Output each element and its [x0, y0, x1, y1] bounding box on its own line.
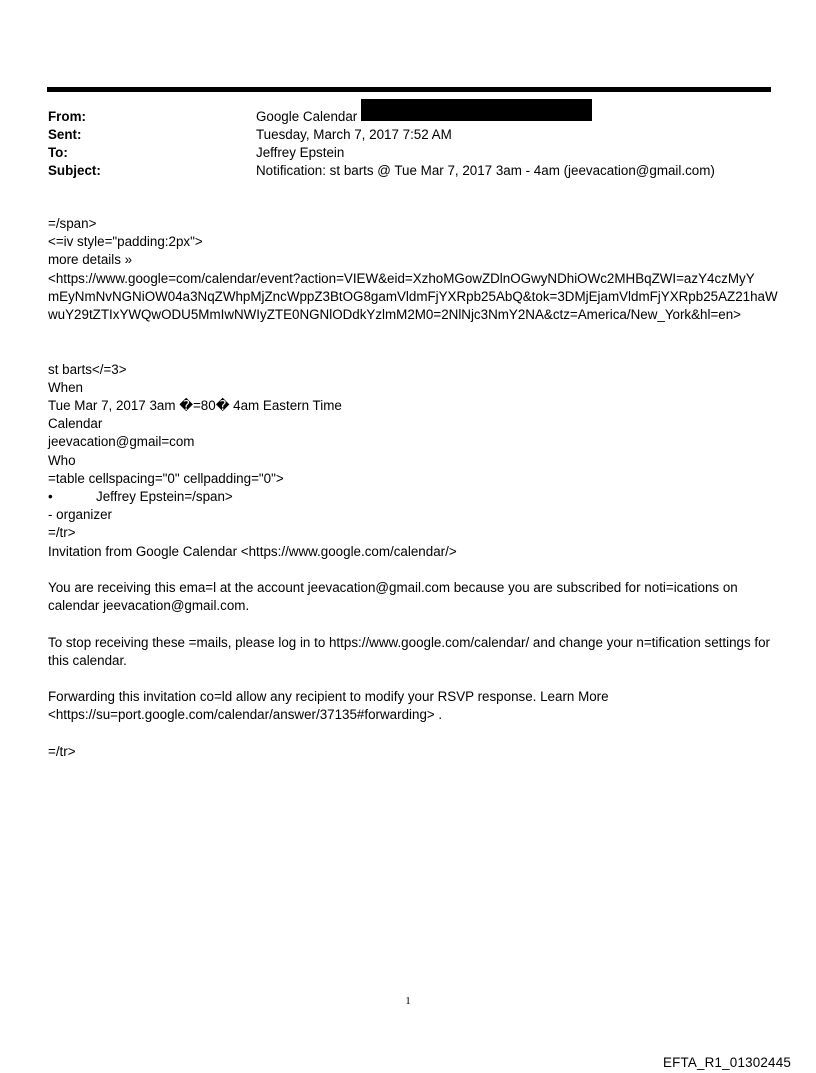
header-rule: [47, 87, 771, 92]
attendee-name: Jeffrey Epstein=/span>: [96, 489, 233, 505]
from-value: Google Calendar: [256, 109, 358, 124]
subject-label: Subject:: [48, 163, 101, 178]
to-label: To:: [48, 145, 68, 160]
event-url-line[interactable]: <https://www.google=com/calendar/event?action=VIEW&eid=XzhoMGowZDlnOGwyNDhiOWc2MHBqZWI=azY4czMyY: [48, 270, 755, 286]
sent-value: Tuesday, March 7, 2017 7:52 AM: [256, 127, 452, 142]
when-value: Tue Mar 7, 2017 3am �=80� 4am Eastern Time: [48, 398, 342, 413]
redaction-block: [361, 99, 592, 121]
who-label: Who: [48, 452, 76, 468]
receiving-notice: You are receiving this ema=l at the account jeevacation@gmail.com because you are subscribed for noti=ications on calendar jeevacation@gmail.com.: [48, 580, 738, 614]
body-line: =/tr>: [48, 743, 76, 759]
event-url-line[interactable]: wuY29tZTIxYWQwODU5MmIwNWIyZTE0NGNlODdkYzlmM2M0=2NlNjc3NmY2NA&ctz=America/New_York&hl=en>: [48, 307, 742, 323]
email-body: [48, 215, 778, 761]
body-line: =table cellspacing="0" cellpadding="0">: [48, 470, 284, 486]
to-value: Jeffrey Epstein: [256, 145, 345, 160]
stop-receiving-notice: To stop receiving these =mails, please log in to https://www.google.com/calendar/ and change your n=tification settings for this calendar.: [48, 634, 771, 668]
page-number: 1: [405, 995, 411, 1007]
body-line: <=iv style="padding:2px">: [48, 234, 203, 250]
attendee-item: [48, 488, 778, 506]
attendee-role: - organizer: [48, 507, 113, 523]
from-label: From:: [48, 109, 86, 124]
event-url-line[interactable]: mEyNmNvNGNiOW04a3NqZWhpMjZncWppZ3BtOG8gamVldmFjYXRpb25AbQ&tok=3DMjEjamVldmFjYXRpb25AZ21haW: [48, 288, 778, 304]
forwarding-notice: Forwarding this invitation co=ld allow any recipient to modify your RSVP response. Learn More <https://su=port.google.com/calendar/answer/37135#forwarding> .: [48, 689, 609, 723]
document-id: EFTA_R1_01302445: [662, 1055, 791, 1070]
body-line: =/span>: [48, 216, 97, 231]
more-details-link[interactable]: more details »: [48, 252, 133, 268]
body-line: =/tr>: [48, 525, 76, 541]
bullet: •: [48, 489, 53, 505]
subject-value: Notification: st barts @ Tue Mar 7, 2017 3am - 4am (jeevacation@gmail.com): [256, 163, 715, 178]
calendar-label: Calendar: [48, 416, 103, 432]
calendar-value: jeevacation@gmail=com: [48, 434, 195, 450]
sent-label: Sent:: [48, 127, 82, 142]
event-title: st barts</=3>: [48, 361, 127, 377]
invitation-line[interactable]: Invitation from Google Calendar <https://www.google.com/calendar/>: [48, 543, 457, 559]
when-label: When: [48, 379, 83, 395]
